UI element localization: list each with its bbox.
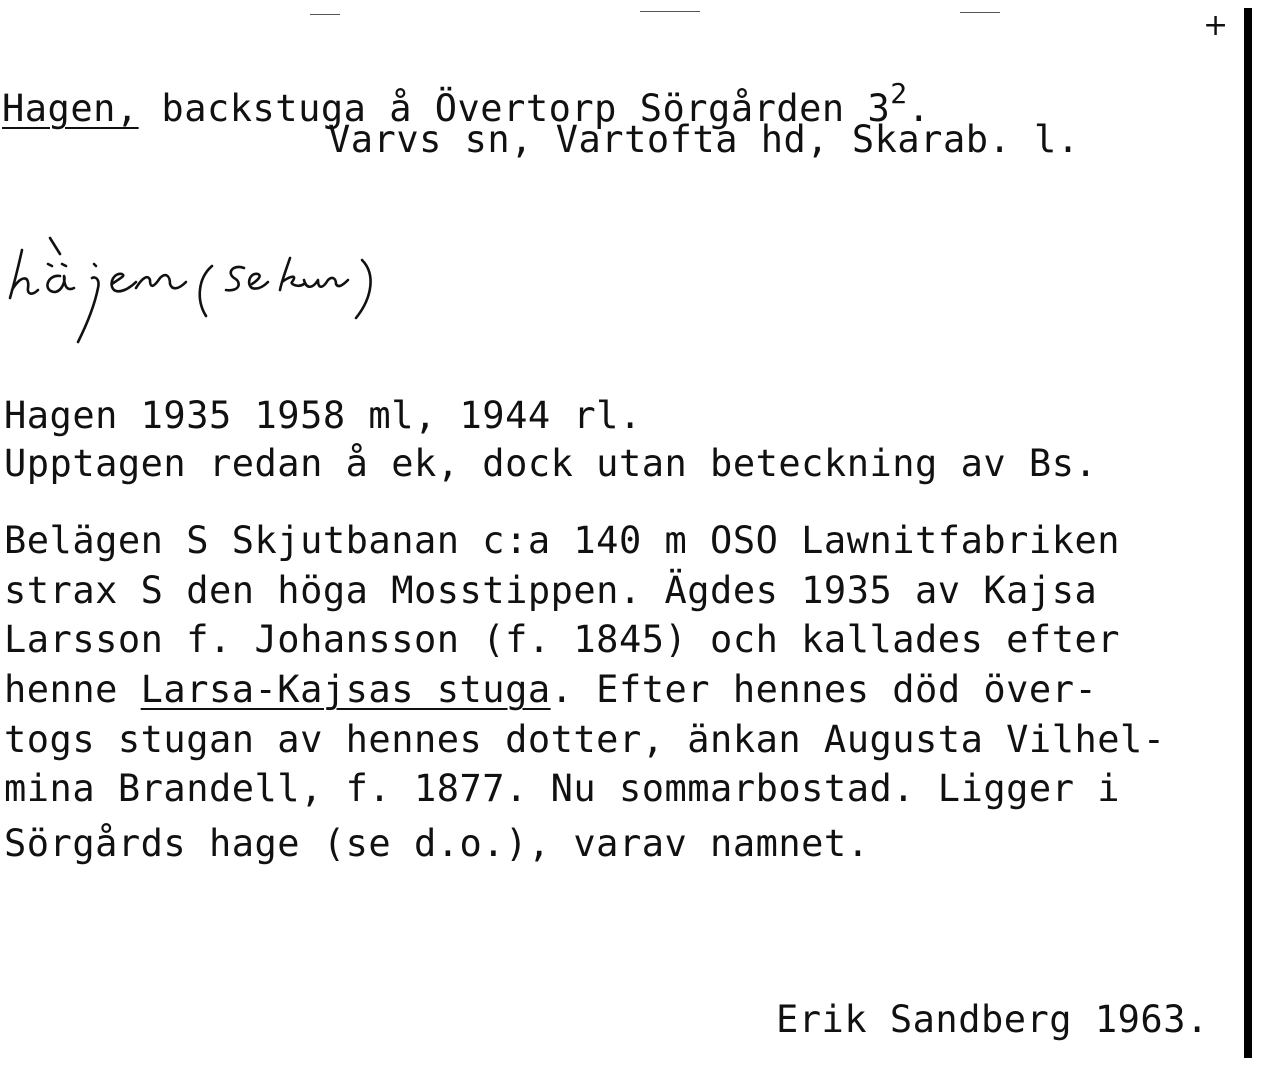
alternate-name: Larsa-Kajsas stuga: [140, 668, 551, 711]
entry-location: Varvs sn, Vartofta hd, Skarab. l.: [328, 118, 1080, 161]
description-line-2: strax S den höga Mosstippen. Ägdes 1935 av Kajsa: [4, 569, 1098, 612]
description-line-4-start: henne: [4, 668, 141, 711]
scan-speck: [310, 14, 340, 15]
description-line-1: Belägen S Skjutbanan c:a 140 m OSO Lawnitfabriken: [4, 519, 1121, 562]
card-right-border: [1244, 8, 1252, 1058]
scan-speck: [640, 11, 700, 12]
corner-plus-mark: +: [1203, 8, 1229, 43]
entry-description-end: .: [907, 87, 931, 130]
description-line-3: Larsson f. Johansson (f. 1845) och kallades efter: [4, 618, 1121, 661]
handwriting-drawing: [0, 218, 480, 358]
description-line-4-end: . Efter hennes död över-: [550, 668, 1098, 711]
description-line-5: togs stugan av hennes dotter, änkan Augusta Vilhel-: [4, 718, 1166, 761]
description-line-4: [4, 664, 1097, 716]
description-line-7: Sörgårds hage (se d.o.), varav namnet.: [4, 822, 870, 865]
entry-description: backstuga å Övertorp Sörgården 3: [138, 87, 891, 130]
handwritten-note: [0, 218, 480, 362]
scan-speck: [960, 12, 1000, 13]
description-line-6: mina Brandell, f. 1877. Nu sommarbostad. Ligger i: [4, 767, 1121, 810]
entry-name: Hagen,: [2, 87, 139, 130]
records-line-2: Upptagen redan å ek, dock utan beteckning av Bs.: [4, 442, 1098, 485]
records-line-1: Hagen 1935 1958 ml, 1944 rl.: [4, 394, 642, 437]
entry-superscript: 2: [890, 77, 908, 110]
signature: Erik Sandberg 1963.: [776, 998, 1209, 1041]
